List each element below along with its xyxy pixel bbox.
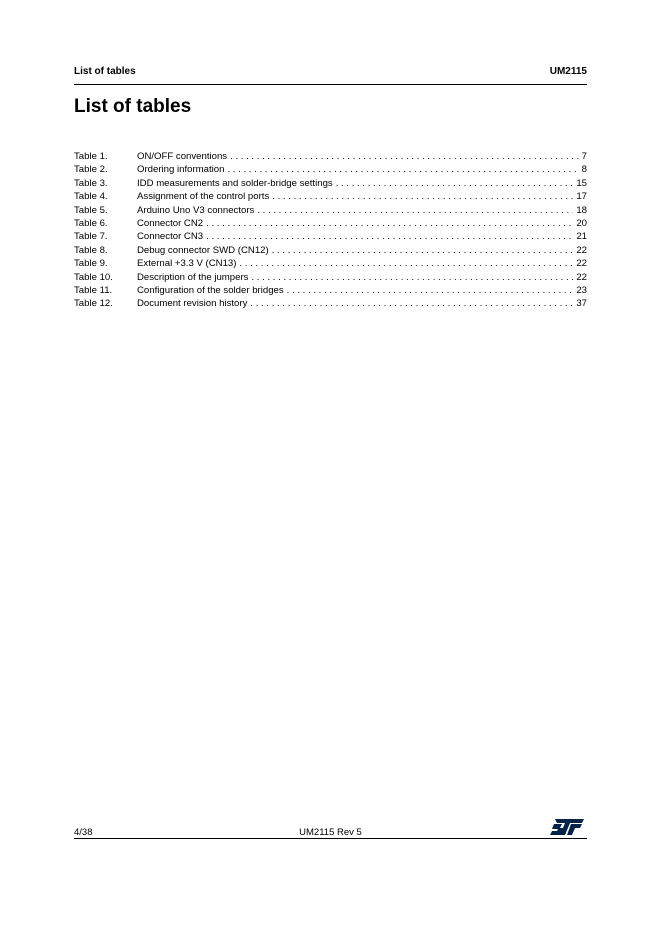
toc-table-title[interactable]: Description of the jumpers bbox=[137, 271, 249, 283]
toc-page-number[interactable]: 7 bbox=[581, 151, 587, 162]
toc-table-title[interactable]: Debug connector SWD (CN12) bbox=[137, 244, 269, 256]
toc-dot-leader bbox=[206, 230, 573, 243]
toc-table-title[interactable]: ON/OFF conventions bbox=[137, 151, 228, 162]
toc-page-number[interactable]: 8 bbox=[581, 164, 587, 176]
toc-row[interactable] bbox=[74, 163, 587, 176]
toc-table-number: Table 7. bbox=[74, 231, 108, 243]
toc-table-number: Table 1. bbox=[74, 151, 108, 162]
toc-page-number[interactable]: 37 bbox=[576, 298, 587, 310]
toc-page-number[interactable]: 20 bbox=[576, 217, 587, 229]
toc-dot-leader bbox=[206, 217, 573, 230]
page-number: 4/38 bbox=[74, 827, 93, 838]
toc-table-number: Table 4. bbox=[74, 191, 108, 203]
page-footer bbox=[74, 818, 587, 839]
toc-dot-leader bbox=[250, 297, 573, 310]
toc-page-number[interactable]: 21 bbox=[576, 231, 587, 243]
toc-row[interactable] bbox=[74, 217, 587, 230]
toc-table-title[interactable]: Document revision history bbox=[137, 298, 248, 310]
toc-dot-leader bbox=[272, 244, 574, 257]
toc-table-title[interactable]: Connector CN2 bbox=[137, 217, 204, 229]
toc-table-number: Table 9. bbox=[74, 258, 108, 270]
doc-revision: UM2115 Rev 5 bbox=[299, 827, 362, 838]
toc-row[interactable] bbox=[74, 284, 587, 297]
toc-page-number[interactable]: 22 bbox=[576, 271, 587, 283]
toc-row[interactable] bbox=[74, 244, 587, 257]
toc-dot-leader bbox=[227, 163, 578, 176]
toc-table-title[interactable]: Configuration of the solder bridges bbox=[137, 284, 284, 296]
toc-page-number[interactable]: 22 bbox=[576, 258, 587, 270]
toc-dot-leader bbox=[272, 190, 573, 203]
toc-row[interactable] bbox=[74, 204, 587, 217]
toc-dot-leader bbox=[239, 257, 573, 270]
toc-table-number: Table 3. bbox=[74, 177, 108, 189]
toc-dot-leader bbox=[230, 150, 579, 163]
toc-row[interactable] bbox=[74, 257, 587, 270]
toc-table-title[interactable]: Ordering information bbox=[137, 164, 225, 176]
toc-page-number[interactable]: 17 bbox=[576, 191, 587, 203]
toc-table-number: Table 12. bbox=[74, 298, 113, 310]
toc-table-number: Table 8. bbox=[74, 244, 108, 256]
toc-page-number[interactable]: 22 bbox=[576, 244, 587, 256]
header-section-title: List of tables bbox=[74, 66, 136, 77]
st-logo-icon bbox=[549, 818, 585, 836]
toc-page-number[interactable]: 15 bbox=[576, 177, 587, 189]
toc-table-title[interactable]: Arduino Uno V3 connectors bbox=[137, 204, 255, 216]
toc-dot-leader bbox=[336, 177, 574, 190]
toc-table-number: Table 6. bbox=[74, 217, 108, 229]
toc-row[interactable] bbox=[74, 297, 587, 310]
toc-dot-leader bbox=[287, 284, 574, 297]
toc-table-number: Table 2. bbox=[74, 164, 108, 176]
toc-table-title[interactable]: IDD measurements and solder-bridge settings bbox=[137, 177, 333, 189]
toc-row[interactable] bbox=[74, 177, 587, 190]
toc-table-number: Table 11. bbox=[74, 284, 113, 296]
toc-row[interactable] bbox=[74, 150, 587, 163]
toc-page-number[interactable]: 18 bbox=[576, 204, 587, 216]
table-list bbox=[74, 150, 587, 311]
toc-table-number: Table 5. bbox=[74, 204, 108, 216]
toc-table-title[interactable]: Assignment of the control ports bbox=[137, 191, 270, 203]
toc-row[interactable] bbox=[74, 271, 587, 284]
toc-row[interactable] bbox=[74, 230, 587, 243]
toc-page-number[interactable]: 23 bbox=[576, 284, 587, 296]
toc-dot-leader bbox=[257, 204, 573, 217]
page-title: List of tables bbox=[74, 96, 192, 117]
toc-table-title[interactable]: External +3.3 V (CN13) bbox=[137, 258, 237, 270]
toc-dot-leader bbox=[251, 271, 573, 284]
toc-row[interactable] bbox=[74, 190, 587, 203]
page-header bbox=[74, 64, 587, 85]
toc-table-number: Table 10. bbox=[74, 271, 113, 283]
toc-table-title[interactable]: Connector CN3 bbox=[137, 231, 204, 243]
header-doc-id: UM2115 bbox=[549, 66, 587, 77]
